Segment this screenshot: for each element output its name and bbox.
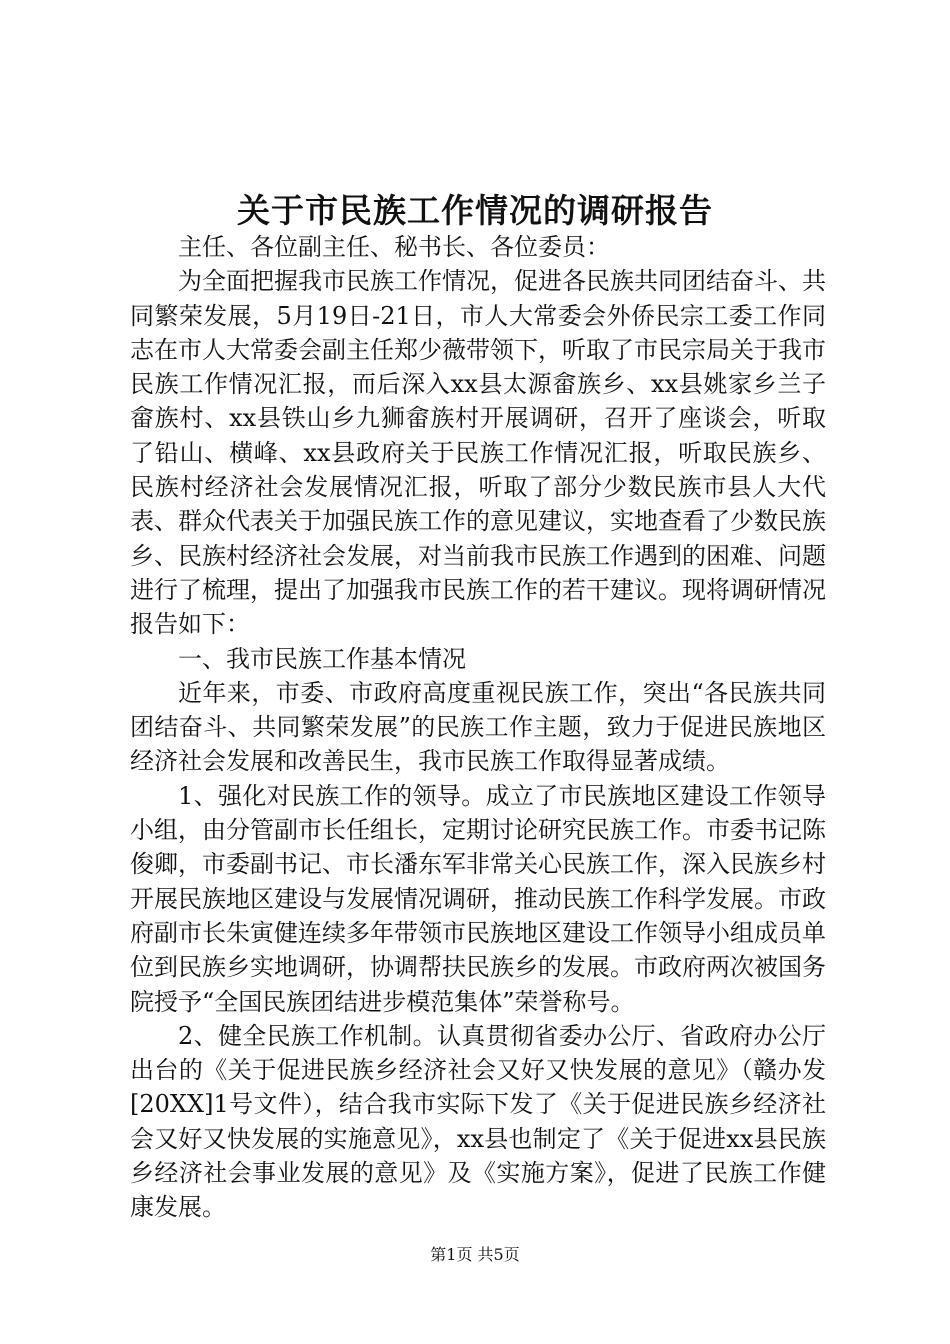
intro-paragraph: 为全面把握我市民族工作情况，促进各民族共同团结奋斗、共同繁荣发展，5月19日-21日，市人大常委会外侨民宗工委工作同志在市人大常委会副主任郑少薇带领下，听取了市民宗局关于我市民族工作情况汇报，而后深入xx县太源畲族乡、xx县姚家乡兰子畲族村、xx县铁山乡九狮畲族村开展调研，召开了座谈会，听取了铅山、横峰、xx县政府关于民族工作情况汇报，听取民族乡、民族村经济社会发展情况汇报，听取了部分少数民族市县人大代表、群众代表关于加强民族工作的意见建议，实地查看了少数民族乡、民族村经济社会发展，对当前我市民族工作遇到的困难、问题进行了梳理，提出了加强我市民族工作的若干建议。现将调研情况报告如下： — [130, 267, 826, 639]
document-title: 关于市民族工作情况的调研报告 — [237, 191, 713, 230]
salutation-paragraph: 主任、各位副主任、秘书长、各位委员： — [178, 233, 610, 261]
point-2-paragraph: 2、健全民族工作机制。认真贯彻省委办公厅、省政府办公厅出台的《关于促进民族乡经济社会又好又快发展的意见》（赣办发[20XX]1号文件），结合我市实际下发了《关于促进民族乡经济社会又好又快发展的实施意见》，xx县也制定了《关于促进xx县民族乡经济社会事业发展的意见》及《实施方案》，促进了民族工作健康发展。 — [130, 1021, 826, 1222]
page-number-footer: 第1页 共5页 — [430, 1245, 520, 1264]
point-1-paragraph: 1、强化对民族工作的领导。成立了市民族地区建设工作领导小组，由分管副市长任组长，定期讨论研究民族工作。市委书记陈俊卿，市委副书记、市长潘东军非常关心民族工作，深入民族乡村开展民族地区建设与发展情况调研，推动民族工作科学发展。市政府副市长朱寅健连续多年带领市民族地区建设工作领导小组成员单位到民族乡实地调研，协调帮扶民族乡的发展。市政府两次被国务院授予“全国民族团结进步模范集体”荣誉称号。 — [130, 781, 826, 1016]
overview-paragraph: 近年来，市委、市政府高度重视民族工作，突出“各民族共同团结奋斗、共同繁荣发展”的民族工作主题，致力于促进民族地区经济社会发展和改善民生，我市民族工作取得显著成绩。 — [130, 678, 826, 776]
document-body — [130, 230, 826, 1225]
section-heading: 一、我市民族工作基本情况 — [178, 644, 466, 673]
